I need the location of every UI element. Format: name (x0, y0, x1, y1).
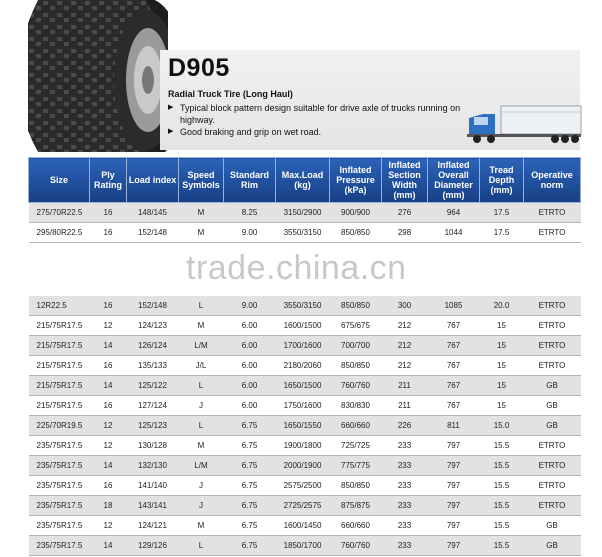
table-cell: L (179, 376, 224, 396)
table-cell: 2180/2060 (276, 356, 330, 376)
table-cell: 6.75 (224, 536, 276, 556)
table-cell: 900/900 (330, 203, 382, 223)
table-row (29, 476, 581, 496)
table-cell: 797 (428, 436, 480, 456)
table-cell: 1650/1500 (276, 376, 330, 396)
col-load-index: Load index (127, 158, 179, 203)
table-cell: 9.00 (224, 296, 276, 316)
table-cell: 797 (428, 536, 480, 556)
table-cell: 767 (428, 396, 480, 416)
table-cell: 215/75R17.5 (29, 336, 90, 356)
table-cell: 6.00 (224, 376, 276, 396)
table-cell: 797 (428, 476, 480, 496)
watermark: trade.china.cn (186, 249, 407, 287)
table-cell: 1044 (428, 223, 480, 243)
table-cell: 15 (480, 396, 524, 416)
table-cell: 15.5 (480, 496, 524, 516)
model-title: D905 (168, 54, 230, 82)
col-operative-norm: Operative norm (524, 158, 581, 203)
table-cell: ETRTO (524, 476, 581, 496)
table-cell: 12 (90, 516, 127, 536)
table-row (29, 516, 581, 536)
table-cell: 797 (428, 496, 480, 516)
table-row (29, 396, 581, 416)
table-cell: 143/141 (127, 496, 179, 516)
table-cell: ETRTO (524, 316, 581, 336)
table-cell: 125/123 (127, 416, 179, 436)
table-cell: 275/70R22.5 (29, 203, 90, 223)
table-cell: 1850/1700 (276, 536, 330, 556)
table-cell: 20.0 (480, 296, 524, 316)
table-cell: 12 (90, 416, 127, 436)
table-cell: 1650/1550 (276, 416, 330, 436)
table-cell: 775/775 (330, 456, 382, 476)
table-cell: 15 (480, 376, 524, 396)
table-cell: 1600/1500 (276, 316, 330, 336)
col-speed-symbols: Speed Symbols (179, 158, 224, 203)
col-inflated-pressure: Inflated Pressure (kPa) (330, 158, 382, 203)
table-cell: 797 (428, 456, 480, 476)
table-row (29, 456, 581, 476)
table-cell: 276 (382, 203, 428, 223)
table-cell: 233 (382, 436, 428, 456)
truck-image (465, 104, 583, 146)
table-row (29, 416, 581, 436)
table-cell: 9.00 (224, 223, 276, 243)
table-cell: 15.5 (480, 536, 524, 556)
table-cell: M (179, 516, 224, 536)
product-subtitle: Radial Truck Tire (Long Haul) (168, 89, 293, 99)
col-standard-rim: Standard Rim (224, 158, 276, 203)
table-row (29, 203, 581, 223)
table-cell: 850/850 (330, 223, 382, 243)
table-cell: 215/75R17.5 (29, 376, 90, 396)
spec-table-container (28, 157, 580, 556)
table-row (29, 376, 581, 396)
table-cell: 2575/2500 (276, 476, 330, 496)
table-cell: 300 (382, 296, 428, 316)
table-cell: 129/126 (127, 536, 179, 556)
table-cell: 295/80R22.5 (29, 223, 90, 243)
table-cell: 797 (428, 516, 480, 536)
table-cell: J (179, 476, 224, 496)
table-cell: 6.75 (224, 476, 276, 496)
table-cell: 152/148 (127, 296, 179, 316)
table-cell: 233 (382, 456, 428, 476)
table-cell: 235/75R17.5 (29, 476, 90, 496)
feature-list (168, 102, 468, 138)
table-cell: 725/725 (330, 436, 382, 456)
table-cell: ETRTO (524, 336, 581, 356)
table-cell: 700/700 (330, 336, 382, 356)
table-cell: 132/130 (127, 456, 179, 476)
table-cell: 6.00 (224, 336, 276, 356)
table-cell: 6.75 (224, 436, 276, 456)
table-cell: GB (524, 516, 581, 536)
table-cell: 127/124 (127, 396, 179, 416)
table-cell: 6.75 (224, 496, 276, 516)
table-cell: 17.5 (480, 203, 524, 223)
table-cell: 298 (382, 223, 428, 243)
spec-table (28, 157, 581, 556)
table-cell: ETRTO (524, 223, 581, 243)
col-size: Size (29, 158, 90, 203)
col-max-load: Max.Load (kg) (276, 158, 330, 203)
table-cell: 141/140 (127, 476, 179, 496)
table-cell: 3150/2900 (276, 203, 330, 223)
table-cell: 16 (90, 203, 127, 223)
table-cell: 6.00 (224, 396, 276, 416)
table-cell: 212 (382, 316, 428, 336)
table-cell: 14 (90, 336, 127, 356)
table-cell: 14 (90, 456, 127, 476)
col-section-width: Inflated Section Width (mm) (382, 158, 428, 203)
table-cell: 1700/1600 (276, 336, 330, 356)
feature-item: ▶ Typical block pattern design suitable for drive axle of trucks running on highway. (168, 102, 468, 126)
table-cell: 148/145 (127, 203, 179, 223)
table-cell: 6.00 (224, 356, 276, 376)
table-cell: 15.5 (480, 456, 524, 476)
table-cell: 233 (382, 476, 428, 496)
table-cell: 235/75R17.5 (29, 496, 90, 516)
table-cell: 2000/1900 (276, 456, 330, 476)
table-cell: 660/660 (330, 516, 382, 536)
table-cell: 16 (90, 296, 127, 316)
table-cell: 1600/1450 (276, 516, 330, 536)
table-cell: GB (524, 396, 581, 416)
table-cell: 152/148 (127, 223, 179, 243)
table-cell: 8.25 (224, 203, 276, 223)
table-cell: 15.5 (480, 516, 524, 536)
table-cell: GB (524, 376, 581, 396)
table-cell: 675/675 (330, 316, 382, 336)
table-cell: 1085 (428, 296, 480, 316)
table-cell: 18 (90, 496, 127, 516)
table-cell: J (179, 396, 224, 416)
table-cell: 125/122 (127, 376, 179, 396)
table-cell: ETRTO (524, 356, 581, 376)
table-cell: 135/133 (127, 356, 179, 376)
table-cell: L/M (179, 456, 224, 476)
table-cell: 15 (480, 316, 524, 336)
table-cell: 124/121 (127, 516, 179, 536)
table-row (29, 316, 581, 336)
table-cell: 760/760 (330, 376, 382, 396)
table-cell: 850/850 (330, 476, 382, 496)
table-cell: 6.00 (224, 316, 276, 336)
table-cell: 3550/3150 (276, 223, 330, 243)
table-cell: 1900/1800 (276, 436, 330, 456)
table-cell: 215/75R17.5 (29, 356, 90, 376)
table-cell: 6.75 (224, 516, 276, 536)
table-cell: J (179, 496, 224, 516)
table-cell: 12 (90, 316, 127, 336)
table-row (29, 223, 581, 243)
table-cell: 875/875 (330, 496, 382, 516)
table-cell: GB (524, 416, 581, 436)
tire-image (28, 0, 168, 152)
table-cell: 16 (90, 356, 127, 376)
table-cell: ETRTO (524, 496, 581, 516)
table-cell: 2725/2575 (276, 496, 330, 516)
table-cell: 660/660 (330, 416, 382, 436)
table-cell: 12 (90, 436, 127, 456)
table-cell: 6.75 (224, 416, 276, 436)
table-row (29, 336, 581, 356)
table-cell: ETRTO (524, 203, 581, 223)
table-cell: GB (524, 536, 581, 556)
table-cell: 15 (480, 336, 524, 356)
table-cell: 124/123 (127, 316, 179, 336)
table-cell: 233 (382, 496, 428, 516)
table-cell: ETRTO (524, 456, 581, 476)
table-row (29, 296, 581, 316)
col-tread-depth: Tread Depth (mm) (480, 158, 524, 203)
table-cell: 212 (382, 356, 428, 376)
table-cell: 767 (428, 336, 480, 356)
table-cell: 760/760 (330, 536, 382, 556)
table-cell: 15 (480, 356, 524, 376)
table-cell: 130/128 (127, 436, 179, 456)
table-cell: 212 (382, 336, 428, 356)
table-cell: 15.5 (480, 476, 524, 496)
table-cell: 233 (382, 536, 428, 556)
table-row (29, 496, 581, 516)
table-cell: 767 (428, 316, 480, 336)
table-cell: 235/75R17.5 (29, 436, 90, 456)
table-cell: 226 (382, 416, 428, 436)
table-cell: 1750/1600 (276, 396, 330, 416)
table-cell: M (179, 436, 224, 456)
col-overall-diameter: Inflated Overall Diameter (mm) (428, 158, 480, 203)
table-cell: 767 (428, 356, 480, 376)
table-cell: L (179, 296, 224, 316)
table-cell: M (179, 316, 224, 336)
table-cell: L/M (179, 336, 224, 356)
table-cell: 14 (90, 376, 127, 396)
table-cell: 3550/3150 (276, 296, 330, 316)
table-cell: L (179, 536, 224, 556)
table-cell: 811 (428, 416, 480, 436)
table-cell: 830/830 (330, 396, 382, 416)
table-cell: 850/850 (330, 356, 382, 376)
table-cell: 225/70R19.5 (29, 416, 90, 436)
table-cell: 16 (90, 223, 127, 243)
table-cell: 12R22.5 (29, 296, 90, 316)
table-cell: M (179, 223, 224, 243)
table-cell: 6.75 (224, 456, 276, 476)
table-row (29, 536, 581, 556)
table-cell: 235/75R17.5 (29, 516, 90, 536)
table-row (29, 356, 581, 376)
table-cell: 126/124 (127, 336, 179, 356)
header-row (29, 158, 581, 203)
table-cell: 17.5 (480, 223, 524, 243)
table-cell: 964 (428, 203, 480, 223)
table-cell: J/L (179, 356, 224, 376)
table-cell: 16 (90, 396, 127, 416)
table-cell: ETRTO (524, 296, 581, 316)
table-cell: 15.0 (480, 416, 524, 436)
table-cell: ETRTO (524, 436, 581, 456)
table-cell: 211 (382, 376, 428, 396)
table-cell: 767 (428, 376, 480, 396)
table-cell: L (179, 416, 224, 436)
table-cell: 211 (382, 396, 428, 416)
col-ply-rating: Ply Rating (90, 158, 127, 203)
table-cell: M (179, 203, 224, 223)
table-cell: 215/75R17.5 (29, 396, 90, 416)
table-cell: 15.5 (480, 436, 524, 456)
feature-item: ▶ Good braking and grip on wet road. (168, 126, 468, 138)
table-cell: 235/75R17.5 (29, 536, 90, 556)
table-cell: 215/75R17.5 (29, 316, 90, 336)
table-row (29, 436, 581, 456)
table-cell: 235/75R17.5 (29, 456, 90, 476)
table-cell: 850/850 (330, 296, 382, 316)
table-cell: 16 (90, 476, 127, 496)
table-cell: 14 (90, 536, 127, 556)
table-cell: 233 (382, 516, 428, 536)
